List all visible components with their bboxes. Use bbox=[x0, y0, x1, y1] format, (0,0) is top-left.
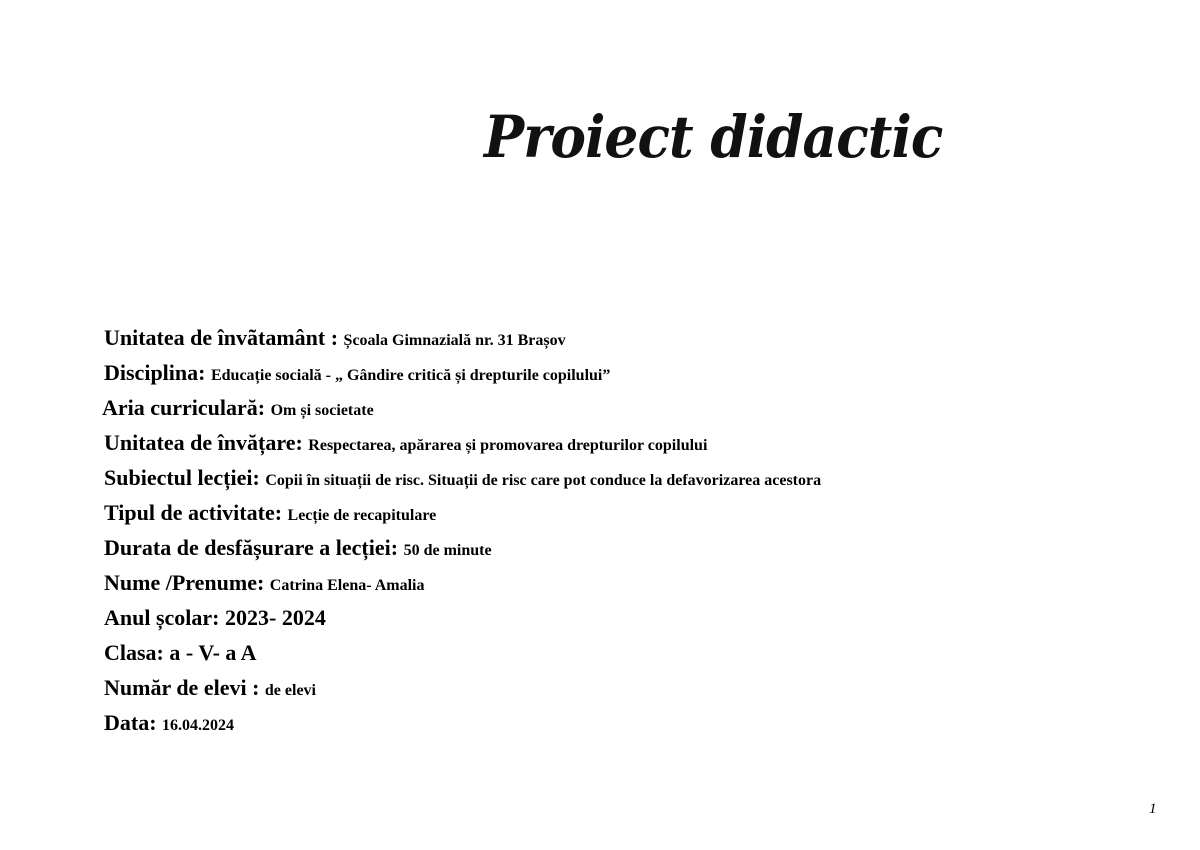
info-label: Clasa: bbox=[104, 640, 170, 665]
info-value: 50 de minute bbox=[403, 542, 492, 559]
info-row-learning-unit bbox=[104, 425, 821, 460]
info-value: Respectarea, apărarea și promovarea drepturilor copilului bbox=[308, 437, 708, 454]
info-value: Educație socială - „ Gândire critică și drepturile copilului” bbox=[210, 367, 611, 384]
info-row-discipline bbox=[104, 355, 821, 390]
info-value: a - V- a A bbox=[169, 640, 257, 665]
info-row-date bbox=[104, 705, 821, 740]
info-row-class bbox=[104, 635, 821, 670]
info-value: Catrina Elena- Amalia bbox=[269, 577, 425, 594]
info-value: Lecție de recapitulare bbox=[287, 507, 437, 524]
info-value: Școala Gimnazială nr. 31 Brașov bbox=[343, 332, 566, 349]
info-value: 16.04.2024 bbox=[162, 717, 235, 734]
info-row-activity-type bbox=[104, 495, 821, 530]
info-value: 2023- 2024 bbox=[225, 605, 326, 630]
info-label: Durata de desfășurare a lecției: bbox=[104, 535, 404, 560]
info-row-school-year bbox=[104, 600, 821, 635]
info-label: Data: bbox=[104, 710, 163, 735]
info-row-lesson-duration bbox=[104, 530, 821, 565]
info-row-curricular-area bbox=[102, 390, 821, 425]
info-label: Unitatea de învãtamânt : bbox=[104, 325, 344, 350]
page-number: 1 bbox=[1149, 801, 1157, 817]
document-title: Proiect didactic bbox=[484, 103, 943, 171]
info-label: Număr de elevi : bbox=[104, 675, 265, 700]
info-label: Anul școlar: bbox=[104, 605, 225, 630]
info-label: Nume /Prenume: bbox=[104, 570, 270, 595]
info-row-teacher-name bbox=[104, 565, 821, 600]
info-row-lesson-subject bbox=[104, 460, 821, 495]
info-label: Unitatea de învățare: bbox=[104, 430, 309, 455]
info-label: Aria curriculară: bbox=[102, 395, 271, 420]
info-label: Tipul de activitate: bbox=[104, 500, 288, 525]
info-label: Disciplina: bbox=[104, 360, 211, 385]
info-row-school-unit bbox=[104, 320, 821, 355]
info-value: Om și societate bbox=[270, 402, 374, 419]
info-value: de elevi bbox=[264, 682, 316, 699]
info-label: Subiectul lecției: bbox=[104, 465, 266, 490]
lesson-info-list bbox=[104, 320, 821, 740]
info-row-student-count bbox=[104, 670, 821, 705]
info-value: Copii în situații de risc. Situații de risc care pot conduce la defavorizarea acestora bbox=[265, 472, 822, 489]
